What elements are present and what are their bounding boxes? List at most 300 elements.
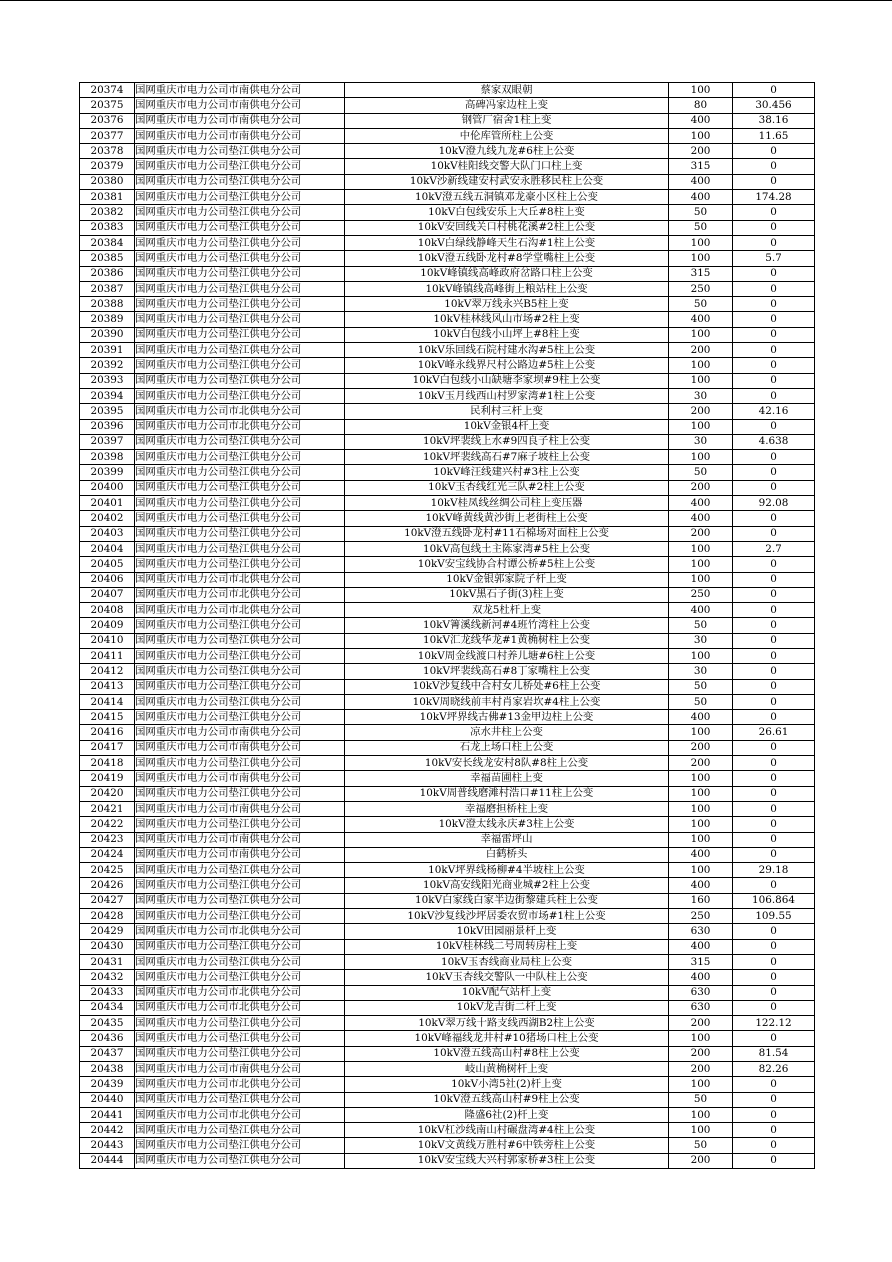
capacity-cell: 30 [669, 434, 733, 449]
capacity-cell: 80 [669, 98, 733, 113]
capacity-cell: 100 [669, 450, 733, 465]
row-id-cell: 20404 [80, 541, 135, 556]
transformer-name-cell: 10kV坪裴线上水#9四良子柱上公变 [345, 434, 669, 449]
transformer-name-cell: 10kV乐回线石院村建水沟#5柱上公变 [345, 343, 669, 358]
value-cell: 109.55 [733, 909, 815, 924]
row-id-cell: 20407 [80, 587, 135, 602]
capacity-cell: 100 [669, 128, 733, 143]
table-row [80, 190, 815, 205]
company-cell: 国网重庆市电力公司垫江供电分公司 [135, 190, 345, 205]
table-row [80, 98, 815, 113]
table-row [80, 985, 815, 1000]
company-cell: 国网重庆市电力公司市南供电分公司 [135, 113, 345, 128]
transformer-name-cell: 10kV龙吉街二杆上变 [345, 1000, 669, 1015]
table-row [80, 480, 815, 495]
company-cell: 国网重庆市电力公司垫江供电分公司 [135, 633, 345, 648]
transformer-name-cell: 10kV澄五线卧龙村#8学堂嘴柱上公变 [345, 251, 669, 266]
capacity-cell: 100 [669, 251, 733, 266]
capacity-cell: 100 [669, 1031, 733, 1046]
value-cell: 0 [733, 235, 815, 250]
transformer-name-cell: 10kV玉杏线商业局柱上公变 [345, 954, 669, 969]
capacity-cell: 200 [669, 740, 733, 755]
row-id-cell: 20412 [80, 664, 135, 679]
company-cell: 国网重庆市电力公司垫江供电分公司 [135, 557, 345, 572]
transformer-name-cell: 10kV田园丽景杆上变 [345, 924, 669, 939]
row-id-cell: 20443 [80, 1138, 135, 1153]
value-cell: 0 [733, 1031, 815, 1046]
table-row [80, 618, 815, 633]
table-row [80, 511, 815, 526]
table-row [80, 954, 815, 969]
row-id-cell: 20414 [80, 694, 135, 709]
row-id-cell: 20385 [80, 251, 135, 266]
value-cell: 0 [733, 679, 815, 694]
company-cell: 国网重庆市电力公司市北供电分公司 [135, 404, 345, 419]
transformer-name-cell: 10kV箐溪线新河#4班竹湾柱上公变 [345, 618, 669, 633]
company-cell: 国网重庆市电力公司垫江供电分公司 [135, 878, 345, 893]
row-id-cell: 20431 [80, 954, 135, 969]
value-cell: 0 [733, 327, 815, 342]
transformer-name-cell: 10kV峰镇线高峰政府岔路口柱上公变 [345, 266, 669, 281]
value-cell: 0 [733, 297, 815, 312]
transformer-name-cell: 10kV峰永线界尺村公路边#5柱上公变 [345, 358, 669, 373]
row-id-cell: 20432 [80, 970, 135, 985]
company-cell: 国网重庆市电力公司垫江供电分公司 [135, 235, 345, 250]
value-cell: 0 [733, 694, 815, 709]
value-cell: 0 [733, 358, 815, 373]
transformer-name-cell: 10kV桂凤线丝绸公司柱上变压器 [345, 496, 669, 511]
value-cell: 0 [733, 526, 815, 541]
row-id-cell: 20413 [80, 679, 135, 694]
value-cell: 0 [733, 801, 815, 816]
row-id-cell: 20383 [80, 220, 135, 235]
capacity-cell: 400 [669, 174, 733, 189]
capacity-cell: 200 [669, 144, 733, 159]
transformer-name-cell: 幸福苗圃柱上变 [345, 771, 669, 786]
table-body [80, 83, 815, 1169]
transformer-name-cell: 10kV澄太线永庆#3柱上公变 [345, 817, 669, 832]
table-row [80, 1062, 815, 1077]
transformer-name-cell: 10kV高包线土主陈家湾#5柱上公变 [345, 541, 669, 556]
company-cell: 国网重庆市电力公司垫江供电分公司 [135, 863, 345, 878]
value-cell: 0 [733, 878, 815, 893]
table-row [80, 725, 815, 740]
transformer-name-cell: 10kV周金线渡口村养儿塘#6柱上公变 [345, 648, 669, 663]
capacity-cell: 400 [669, 113, 733, 128]
transformer-name-cell: 幸福雷坪山 [345, 832, 669, 847]
table-row [80, 847, 815, 862]
transformer-name-cell: 10kV白家线白家半边街黎建兵柱上公变 [345, 893, 669, 908]
row-id-cell: 20408 [80, 603, 135, 618]
table-row [80, 83, 815, 98]
row-id-cell: 20405 [80, 557, 135, 572]
company-cell: 国网重庆市电力公司市北供电分公司 [135, 1077, 345, 1092]
transformer-name-cell: 10kV配气站杆上变 [345, 985, 669, 1000]
row-id-cell: 20426 [80, 878, 135, 893]
row-id-cell: 20425 [80, 863, 135, 878]
capacity-cell: 50 [669, 679, 733, 694]
company-cell: 国网重庆市电力公司垫江供电分公司 [135, 388, 345, 403]
capacity-cell: 400 [669, 847, 733, 862]
table-row [80, 297, 815, 312]
table-row [80, 878, 815, 893]
value-cell: 0 [733, 1077, 815, 1092]
row-id-cell: 20400 [80, 480, 135, 495]
transformer-name-cell: 10kV峰镇线高峰街上粮站柱上公变 [345, 281, 669, 296]
capacity-cell: 630 [669, 985, 733, 1000]
company-cell: 国网重庆市电力公司垫江供电分公司 [135, 710, 345, 725]
row-id-cell: 20384 [80, 235, 135, 250]
company-cell: 国网重庆市电力公司垫江供电分公司 [135, 526, 345, 541]
transformer-name-cell: 10kV沙复线中合村女儿桥处#6柱上公变 [345, 679, 669, 694]
company-cell: 国网重庆市电力公司市北供电分公司 [135, 419, 345, 434]
value-cell: 0 [733, 985, 815, 1000]
transformer-name-cell: 10kV翠万线十路支线西湖B2柱上公变 [345, 1016, 669, 1031]
table-row [80, 1153, 815, 1168]
value-cell: 0 [733, 312, 815, 327]
transformer-name-cell: 10kV白绿线静峰天生石沟#1柱上公变 [345, 235, 669, 250]
value-cell: 0 [733, 388, 815, 403]
transformer-name-cell: 10kV高安线阳光商业城#2柱上公变 [345, 878, 669, 893]
row-id-cell: 20394 [80, 388, 135, 403]
table-row [80, 266, 815, 281]
transformer-name-cell: 10kV白包线安乐上大丘#8柱上变 [345, 205, 669, 220]
company-cell: 国网重庆市电力公司垫江供电分公司 [135, 343, 345, 358]
transformer-name-cell: 10kV澄五线高山村#9柱上公变 [345, 1092, 669, 1107]
transformer-name-cell: 10kV澄九线九龙#6柱上公变 [345, 144, 669, 159]
table-row [80, 327, 815, 342]
row-id-cell: 20397 [80, 434, 135, 449]
transformer-name-cell: 10kV沙新线建安村武安永胜移民柱上公变 [345, 174, 669, 189]
company-cell: 国网重庆市电力公司垫江供电分公司 [135, 954, 345, 969]
row-id-cell: 20434 [80, 1000, 135, 1015]
transformer-name-cell: 岐山黄桷树杆上变 [345, 1062, 669, 1077]
transformer-name-cell: 石龙上场口柱上公变 [345, 740, 669, 755]
value-cell: 0 [733, 205, 815, 220]
row-id-cell: 20428 [80, 909, 135, 924]
row-id-cell: 20393 [80, 373, 135, 388]
capacity-cell: 100 [669, 358, 733, 373]
table-row [80, 801, 815, 816]
row-id-cell: 20374 [80, 83, 135, 98]
transformer-name-cell: 10kV黑石子街(3)柱上变 [345, 587, 669, 602]
row-id-cell: 20438 [80, 1062, 135, 1077]
transformer-name-cell: 10kV玉杏线交警队一中队柱上公变 [345, 970, 669, 985]
company-cell: 国网重庆市电力公司市南供电分公司 [135, 832, 345, 847]
row-id-cell: 20396 [80, 419, 135, 434]
company-cell: 国网重庆市电力公司垫江供电分公司 [135, 648, 345, 663]
row-id-cell: 20421 [80, 801, 135, 816]
transformer-name-cell: 10kV杠沙线南山村碾盘湾#4柱上公变 [345, 1123, 669, 1138]
table-row [80, 1016, 815, 1031]
value-cell: 0 [733, 419, 815, 434]
capacity-cell: 100 [669, 327, 733, 342]
company-cell: 国网重庆市电力公司垫江供电分公司 [135, 358, 345, 373]
company-cell: 国网重庆市电力公司市北供电分公司 [135, 1000, 345, 1015]
value-cell: 0 [733, 786, 815, 801]
transformer-name-cell: 10kV安长线龙安村8队#8柱上公变 [345, 756, 669, 771]
row-id-cell: 20442 [80, 1123, 135, 1138]
transformer-name-cell: 10kV翠万线永兴B5柱上变 [345, 297, 669, 312]
row-id-cell: 20416 [80, 725, 135, 740]
row-id-cell: 20402 [80, 511, 135, 526]
table-row [80, 710, 815, 725]
value-cell: 0 [733, 511, 815, 526]
transformer-name-cell: 10kV坪界线杨柳#4半坡柱上公变 [345, 863, 669, 878]
capacity-cell: 100 [669, 771, 733, 786]
capacity-cell: 200 [669, 756, 733, 771]
capacity-cell: 100 [669, 83, 733, 98]
value-cell: 0 [733, 83, 815, 98]
table-row [80, 694, 815, 709]
transformer-name-cell: 10kV峰福线龙井村#10猪场口柱上公变 [345, 1031, 669, 1046]
transformer-name-cell: 10kV小湾5社(2)杆上变 [345, 1077, 669, 1092]
capacity-cell: 100 [669, 801, 733, 816]
transformer-name-cell: 10kV桂林线风山市场#2柱上变 [345, 312, 669, 327]
row-id-cell: 20420 [80, 786, 135, 801]
value-cell: 0 [733, 1107, 815, 1122]
transformer-name-cell: 隆盛6社(2)杆上变 [345, 1107, 669, 1122]
top-border-line [0, 0, 892, 1]
company-cell: 国网重庆市电力公司市南供电分公司 [135, 801, 345, 816]
company-cell: 国网重庆市电力公司垫江供电分公司 [135, 480, 345, 495]
transformer-name-cell: 10kV桂林线二号周转房柱上变 [345, 939, 669, 954]
capacity-cell: 200 [669, 404, 733, 419]
company-cell: 国网重庆市电力公司垫江供电分公司 [135, 205, 345, 220]
capacity-cell: 50 [669, 694, 733, 709]
value-cell: 106.864 [733, 893, 815, 908]
transformer-name-cell: 10kV白包线小山坪上#8柱上变 [345, 327, 669, 342]
row-id-cell: 20391 [80, 343, 135, 358]
value-cell: 0 [733, 847, 815, 862]
company-cell: 国网重庆市电力公司垫江供电分公司 [135, 664, 345, 679]
company-cell: 国网重庆市电力公司垫江供电分公司 [135, 1046, 345, 1061]
transformer-name-cell: 凉水井柱上公变 [345, 725, 669, 740]
value-cell: 0 [733, 771, 815, 786]
value-cell: 26.61 [733, 725, 815, 740]
capacity-cell: 400 [669, 312, 733, 327]
value-cell: 92.08 [733, 496, 815, 511]
capacity-cell: 50 [669, 1138, 733, 1153]
table-row [80, 832, 815, 847]
capacity-cell: 400 [669, 190, 733, 205]
capacity-cell: 250 [669, 281, 733, 296]
row-id-cell: 20435 [80, 1016, 135, 1031]
value-cell: 0 [733, 603, 815, 618]
transformer-name-cell: 10kV金银4杆上变 [345, 419, 669, 434]
table-row [80, 679, 815, 694]
company-cell: 国网重庆市电力公司市北供电分公司 [135, 603, 345, 618]
row-id-cell: 20429 [80, 924, 135, 939]
company-cell: 国网重庆市电力公司垫江供电分公司 [135, 465, 345, 480]
company-cell: 国网重庆市电力公司垫江供电分公司 [135, 1138, 345, 1153]
table-row [80, 648, 815, 663]
value-cell: 0 [733, 1000, 815, 1015]
transformer-table [79, 82, 815, 1169]
value-cell: 0 [733, 174, 815, 189]
value-cell: 42.16 [733, 404, 815, 419]
row-id-cell: 20436 [80, 1031, 135, 1046]
capacity-cell: 100 [669, 832, 733, 847]
value-cell: 0 [733, 832, 815, 847]
transformer-name-cell: 10kV安宝线协合村谭公桥#5柱上公变 [345, 557, 669, 572]
value-cell: 2.7 [733, 541, 815, 556]
value-cell: 38.16 [733, 113, 815, 128]
company-cell: 国网重庆市电力公司市南供电分公司 [135, 128, 345, 143]
capacity-cell: 30 [669, 388, 733, 403]
capacity-cell: 50 [669, 618, 733, 633]
value-cell: 0 [733, 572, 815, 587]
capacity-cell: 100 [669, 1123, 733, 1138]
row-id-cell: 20433 [80, 985, 135, 1000]
table-row [80, 496, 815, 511]
table-row [80, 113, 815, 128]
table-row [80, 358, 815, 373]
table-row [80, 587, 815, 602]
capacity-cell: 100 [669, 373, 733, 388]
table-row [80, 893, 815, 908]
capacity-cell: 100 [669, 863, 733, 878]
table-row [80, 373, 815, 388]
table-row [80, 572, 815, 587]
table-row [80, 465, 815, 480]
capacity-cell: 100 [669, 1107, 733, 1122]
table-row [80, 1000, 815, 1015]
company-cell: 国网重庆市电力公司垫江供电分公司 [135, 939, 345, 954]
row-id-cell: 20389 [80, 312, 135, 327]
table-row [80, 1077, 815, 1092]
row-id-cell: 20401 [80, 496, 135, 511]
company-cell: 国网重庆市电力公司市北供电分公司 [135, 572, 345, 587]
table-row [80, 909, 815, 924]
table-row [80, 863, 815, 878]
row-id-cell: 20375 [80, 98, 135, 113]
value-cell: 0 [733, 633, 815, 648]
table-row [80, 144, 815, 159]
table-row [80, 557, 815, 572]
company-cell: 国网重庆市电力公司垫江供电分公司 [135, 679, 345, 694]
company-cell: 国网重庆市电力公司垫江供电分公司 [135, 541, 345, 556]
row-id-cell: 20381 [80, 190, 135, 205]
value-cell: 0 [733, 587, 815, 602]
company-cell: 国网重庆市电力公司市南供电分公司 [135, 83, 345, 98]
capacity-cell: 100 [669, 786, 733, 801]
value-cell: 0 [733, 648, 815, 663]
company-cell: 国网重庆市电力公司垫江供电分公司 [135, 174, 345, 189]
table-row [80, 740, 815, 755]
table-row [80, 633, 815, 648]
company-cell: 国网重庆市电力公司市北供电分公司 [135, 587, 345, 602]
row-id-cell: 20386 [80, 266, 135, 281]
table-row [80, 159, 815, 174]
company-cell: 国网重庆市电力公司垫江供电分公司 [135, 373, 345, 388]
capacity-cell: 100 [669, 817, 733, 832]
company-cell: 国网重庆市电力公司垫江供电分公司 [135, 618, 345, 633]
company-cell: 国网重庆市电力公司垫江供电分公司 [135, 909, 345, 924]
value-cell: 30.456 [733, 98, 815, 113]
capacity-cell: 200 [669, 1016, 733, 1031]
transformer-name-cell: 10kV澄五线高山村#8柱上公变 [345, 1046, 669, 1061]
row-id-cell: 20441 [80, 1107, 135, 1122]
transformer-name-cell: 钢管厂宿舍1柱上变 [345, 113, 669, 128]
company-cell: 国网重庆市电力公司市北供电分公司 [135, 924, 345, 939]
transformer-name-cell: 10kV安宝线大兴村郭家桥#3柱上公变 [345, 1153, 669, 1168]
capacity-cell: 315 [669, 954, 733, 969]
company-cell: 国网重庆市电力公司垫江供电分公司 [135, 756, 345, 771]
transformer-name-cell: 10kV峰汪线建兴村#3柱上公变 [345, 465, 669, 480]
row-id-cell: 20395 [80, 404, 135, 419]
value-cell: 0 [733, 710, 815, 725]
transformer-name-cell: 10kV汇龙线华龙#1黄桷树柱上公变 [345, 633, 669, 648]
value-cell: 0 [733, 664, 815, 679]
company-cell: 国网重庆市电力公司市南供电分公司 [135, 740, 345, 755]
capacity-cell: 100 [669, 541, 733, 556]
company-cell: 国网重庆市电力公司垫江供电分公司 [135, 312, 345, 327]
table-row [80, 205, 815, 220]
transformer-name-cell: 10kV坪裴线高石#7麻子坡柱上公变 [345, 450, 669, 465]
capacity-cell: 30 [669, 633, 733, 648]
row-id-cell: 20423 [80, 832, 135, 847]
table-row [80, 603, 815, 618]
row-id-cell: 20403 [80, 526, 135, 541]
company-cell: 国网重庆市电力公司垫江供电分公司 [135, 786, 345, 801]
company-cell: 国网重庆市电力公司市南供电分公司 [135, 725, 345, 740]
capacity-cell: 100 [669, 419, 733, 434]
table-row [80, 970, 815, 985]
row-id-cell: 20390 [80, 327, 135, 342]
transformer-name-cell: 10kV峰黄线黄沙街上老街柱上公变 [345, 511, 669, 526]
value-cell: 0 [733, 1153, 815, 1168]
row-id-cell: 20424 [80, 847, 135, 862]
table-row [80, 174, 815, 189]
transformer-name-cell: 10kV澄五线五洞镇邓龙豪小区柱上公变 [345, 190, 669, 205]
company-cell: 国网重庆市电力公司垫江供电分公司 [135, 266, 345, 281]
transformer-name-cell: 双龙5杜杆上变 [345, 603, 669, 618]
row-id-cell: 20427 [80, 893, 135, 908]
company-cell: 国网重庆市电力公司垫江供电分公司 [135, 327, 345, 342]
capacity-cell: 315 [669, 266, 733, 281]
table-row [80, 664, 815, 679]
table-row [80, 388, 815, 403]
company-cell: 国网重庆市电力公司垫江供电分公司 [135, 694, 345, 709]
value-cell: 0 [733, 1138, 815, 1153]
table-row [80, 1031, 815, 1046]
capacity-cell: 400 [669, 496, 733, 511]
table-row [80, 1092, 815, 1107]
company-cell: 国网重庆市电力公司市南供电分公司 [135, 847, 345, 862]
value-cell: 11.65 [733, 128, 815, 143]
capacity-cell: 250 [669, 909, 733, 924]
value-cell: 5.7 [733, 251, 815, 266]
table-row [80, 434, 815, 449]
capacity-cell: 50 [669, 297, 733, 312]
table-row [80, 939, 815, 954]
row-id-cell: 20409 [80, 618, 135, 633]
row-id-cell: 20411 [80, 648, 135, 663]
company-cell: 国网重庆市电力公司垫江供电分公司 [135, 251, 345, 266]
capacity-cell: 400 [669, 710, 733, 725]
row-id-cell: 20388 [80, 297, 135, 312]
row-id-cell: 20410 [80, 633, 135, 648]
company-cell: 国网重庆市电力公司垫江供电分公司 [135, 1031, 345, 1046]
table-row [80, 756, 815, 771]
transformer-name-cell: 10kV安回线关口村桃花溪#2柱上公变 [345, 220, 669, 235]
transformer-name-cell: 10kV坪裴线高石#8丁家嘴柱上公变 [345, 664, 669, 679]
row-id-cell: 20440 [80, 1092, 135, 1107]
capacity-cell: 250 [669, 587, 733, 602]
value-cell: 0 [733, 740, 815, 755]
table-row [80, 771, 815, 786]
